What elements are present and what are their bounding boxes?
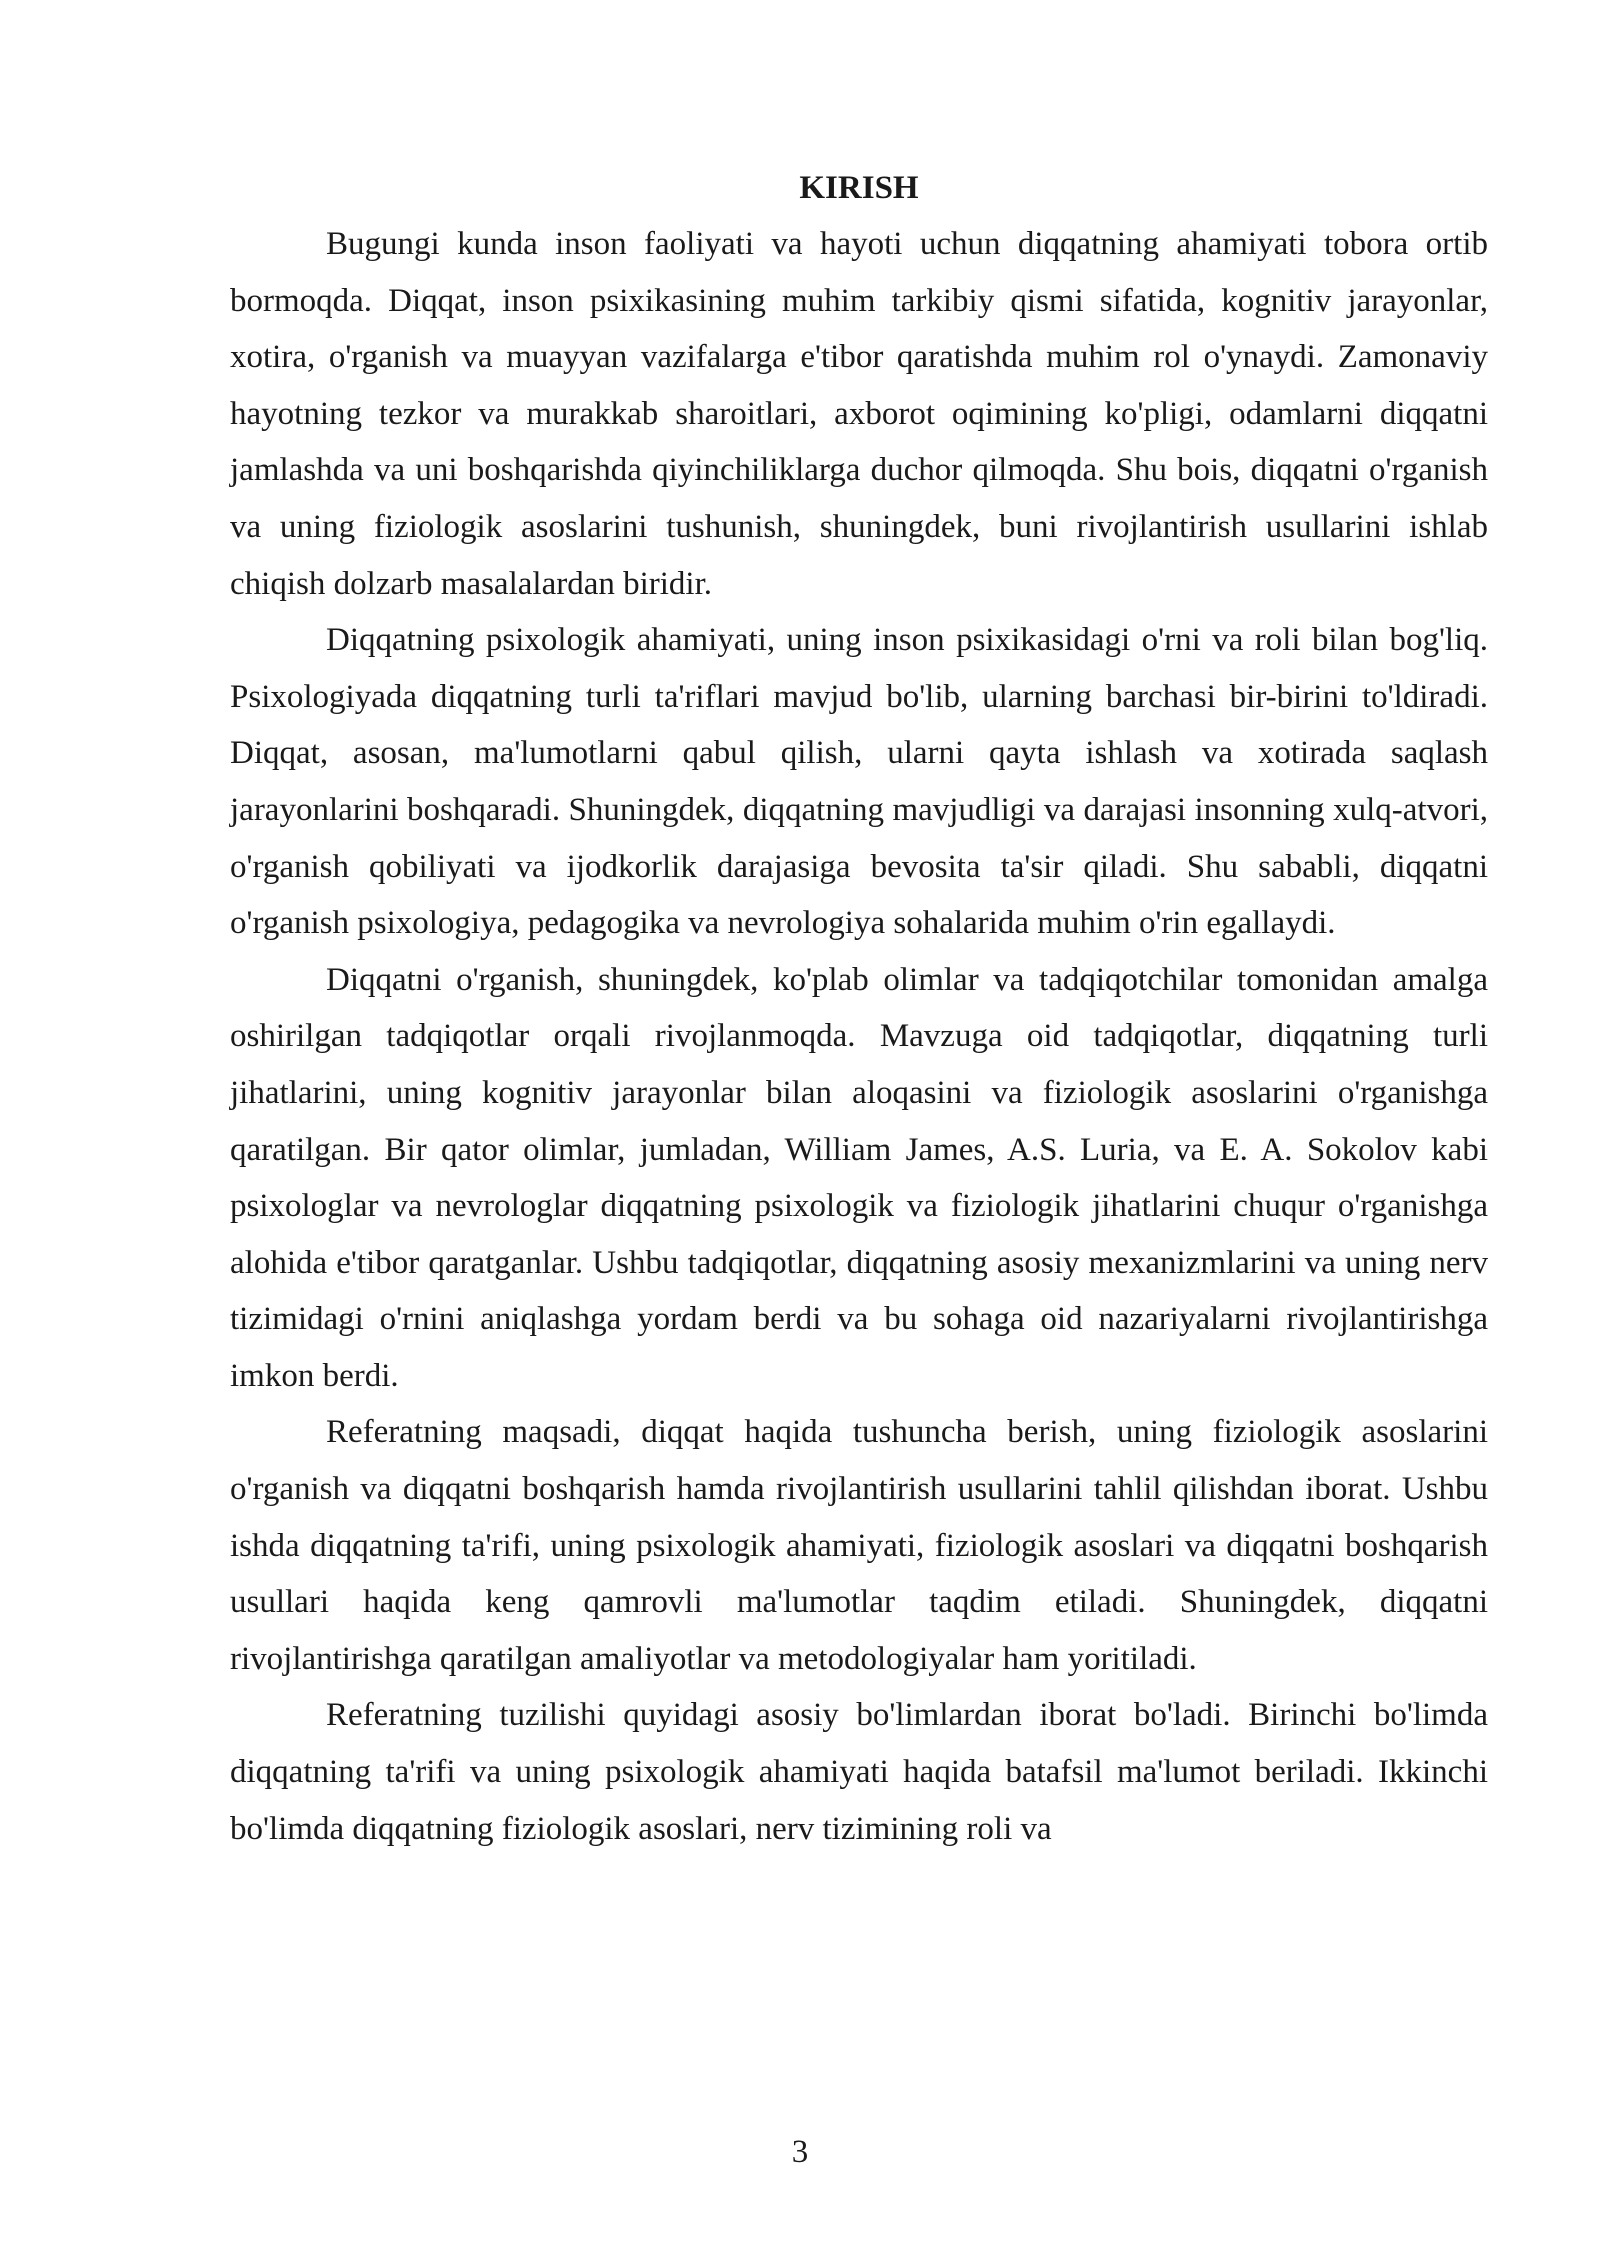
paragraph-3: Diqqatni o'rganish, shuningdek, ko'plab olimlar va tadqiqotchilar tomonidan amalga oshirilgan tadqiqotlar orqali rivojlanmoqda. Mavzuga oid tadqiqotlar, diqqatning turli jihatlarini, uning kognitiv jarayonlar bilan aloqasini va fiziologik asoslarini o'rganishga qaratilgan. Bir qator olimlar, jumladan, William James, A.S. Luria, va E. A. Sokolov kabi psixologlar va nevrologlar diqqatning psixologik va fiziologik jihatlarini chuqur o'rganishga alohida e'tibor qaratganlar. Ushbu tadqiqotlar, diqqatning asosiy mexanizmlarini va uning nerv tizimidagi o'rnini aniqlashga yordam berdi va bu sohaga oid nazariyalarni rivojlantirishga imkon berdi. <box>230 961 1488 1394</box>
section-title: KIRISH <box>799 170 919 206</box>
paragraph-4: Referatning maqsadi, diqqat haqida tushuncha berish, uning fiziologik asoslarini o'rganish va diqqatni boshqarish hamda rivojlantirish usullarini tahlil qilishdan iborat. Ushbu ishda diqqatning ta'rifi, uning psixologik ahamiyati, fiziologik asoslari va diqqatni boshqarish usullari haqida keng qamrovli ma'lumotlar taqdim etiladi. Shuningdek, diqqatni rivojlantirishga qaratilgan amaliyotlar va metodologiyalar ham yoritiladi. <box>230 1414 1488 1677</box>
page-number: 3 <box>791 2134 809 2170</box>
paragraph-5: Referatning tuzilishi quyidagi asosiy bo'limlardan iborat bo'ladi. Birinchi bo'limda diqqatning ta'rifi va uning psixologik ahamiyati haqida batafsil ma'lumot beriladi. Ikkinchi bo'limda diqqatning fiziologik asoslari, nerv tizimining roli va <box>230 1697 1488 1847</box>
paragraph-2: Diqqatning psixologik ahamiyati, uning inson psixikasidagi o'rni va roli bilan bog'liq. Psixologiyada diqqatning turli ta'riflari mavjud bo'lib, ularning barchasi bir-birini to'ldiradi. Diqqat, asosan, ma'lumotlarni qabul qilish, ularni qayta ishlash va xotirada saqlash jarayonlarini boshqaradi. Shuningdek, diqqatning mavjudligi va darajasi insonning xulq-atvori, o'rganish qobiliyati va ijodkorlik darajasiga bevosita ta'sir qiladi. Shu sababli, diqqatni o'rganish psixologiya, pedagogika va nevrologiya sohalarida muhim o'rin egallaydi. <box>230 622 1488 942</box>
document-page <box>230 160 1488 1857</box>
paragraph-1: Bugungi kunda inson faoliyati va hayoti uchun diqqatning ahamiyati tobora ortib bormoqda. Diqqat, inson psixikasining muhim tarkibiy qismi sifatida, kognitiv jarayonlar, xotira, o'rganish va muayyan vazifalarga e'tibor qaratishda muhim rol o'ynaydi. Zamonaviy hayotning tezkor va murakkab sharoitlari, axborot oqimining ko'pligi, odamlarni diqqatni jamlashda va uni boshqarishda qiyinchiliklarga duchor qilmoqda. Shu bois, diqqatni o'rganish va uning fiziologik asoslarini tushunish, shuningdek, buni rivojlantirish usullarini ishlab chiqish dolzarb masalalardan biridir. <box>230 226 1488 602</box>
